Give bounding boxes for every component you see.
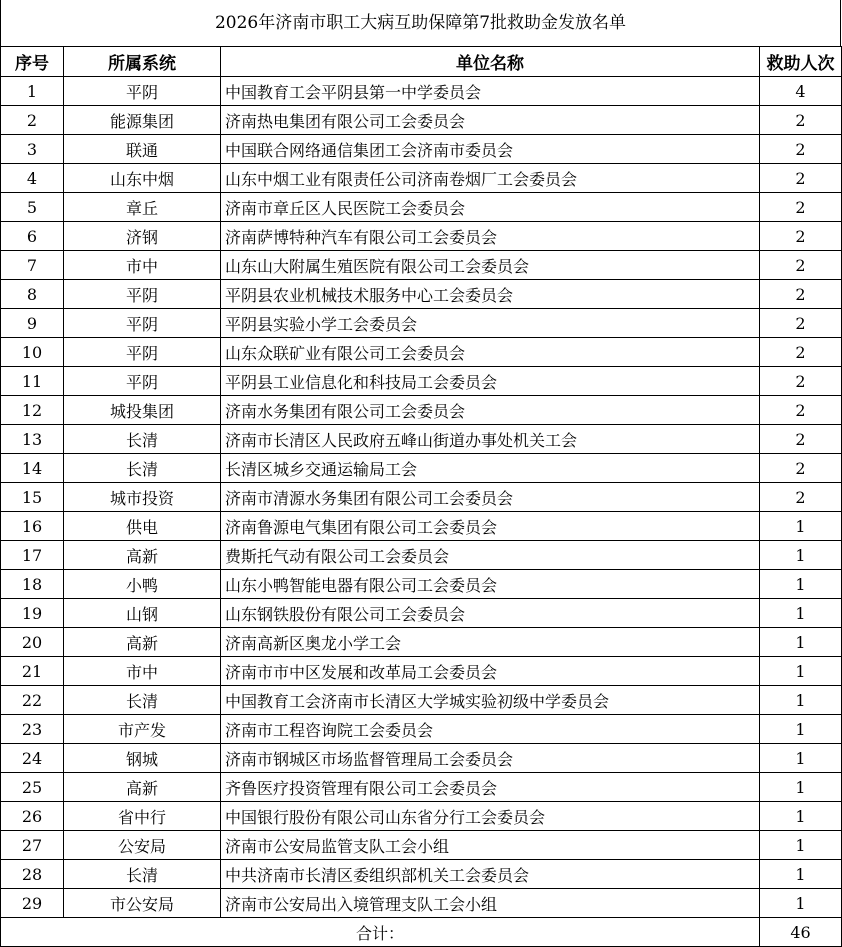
cell-system: 长清 — [64, 425, 221, 454]
table-row — [1, 454, 842, 483]
cell-seq: 4 — [1, 164, 64, 193]
cell-system: 平阴 — [64, 338, 221, 367]
cell-count: 1 — [760, 686, 842, 715]
table-row — [1, 483, 842, 512]
cell-count: 1 — [760, 889, 842, 918]
cell-unit: 济南市长清区人民政府五峰山街道办事处机关工会 — [221, 425, 760, 454]
table-row — [1, 541, 842, 570]
cell-seq: 19 — [1, 599, 64, 628]
cell-count: 1 — [760, 831, 842, 860]
cell-seq: 13 — [1, 425, 64, 454]
cell-seq: 23 — [1, 715, 64, 744]
table-row — [1, 715, 842, 744]
cell-unit: 济南市公安局出入境管理支队工会小组 — [221, 889, 760, 918]
cell-count: 2 — [760, 251, 842, 280]
cell-count: 2 — [760, 425, 842, 454]
cell-count: 1 — [760, 599, 842, 628]
cell-unit: 平阴县实验小学工会委员会 — [221, 309, 760, 338]
cell-count: 2 — [760, 135, 842, 164]
cell-count: 1 — [760, 512, 842, 541]
cell-seq: 14 — [1, 454, 64, 483]
cell-system: 长清 — [64, 860, 221, 889]
cell-seq: 20 — [1, 628, 64, 657]
cell-count: 2 — [760, 193, 842, 222]
cell-seq: 8 — [1, 280, 64, 309]
cell-seq: 7 — [1, 251, 64, 280]
table-row — [1, 164, 842, 193]
cell-seq: 11 — [1, 367, 64, 396]
cell-unit: 中国教育工会济南市长清区大学城实验初级中学委员会 — [221, 686, 760, 715]
cell-system: 济钢 — [64, 222, 221, 251]
table-row — [1, 889, 842, 918]
table-row — [1, 512, 842, 541]
cell-system: 平阴 — [64, 309, 221, 338]
cell-system: 平阴 — [64, 280, 221, 309]
table-row — [1, 338, 842, 367]
cell-unit: 济南市清源水务集团有限公司工会委员会 — [221, 483, 760, 512]
cell-system: 山钢 — [64, 599, 221, 628]
cell-system: 省中行 — [64, 802, 221, 831]
cell-unit: 长清区城乡交通运输局工会 — [221, 454, 760, 483]
total-value: 46 — [760, 918, 842, 947]
table-row — [1, 686, 842, 715]
cell-system: 城市投资 — [64, 483, 221, 512]
table-row — [1, 773, 842, 802]
cell-system: 高新 — [64, 541, 221, 570]
cell-unit: 山东小鸭智能电器有限公司工会委员会 — [221, 570, 760, 599]
total-row — [1, 918, 842, 947]
cell-seq: 1 — [1, 77, 64, 106]
cell-seq: 9 — [1, 309, 64, 338]
table-row — [1, 744, 842, 773]
cell-unit: 济南市市中区发展和改革局工会委员会 — [221, 657, 760, 686]
cell-unit: 济南鲁源电气集团有限公司工会委员会 — [221, 512, 760, 541]
table-row — [1, 309, 842, 338]
cell-unit: 费斯托气动有限公司工会委员会 — [221, 541, 760, 570]
cell-unit: 中国联合网络通信集团工会济南市委员会 — [221, 135, 760, 164]
cell-seq: 28 — [1, 860, 64, 889]
table-row — [1, 425, 842, 454]
cell-unit: 齐鲁医疗投资管理有限公司工会委员会 — [221, 773, 760, 802]
table-row — [1, 628, 842, 657]
cell-seq: 29 — [1, 889, 64, 918]
cell-system: 城投集团 — [64, 396, 221, 425]
cell-seq: 6 — [1, 222, 64, 251]
cell-seq: 16 — [1, 512, 64, 541]
cell-unit: 济南市钢城区市场监督管理局工会委员会 — [221, 744, 760, 773]
cell-seq: 27 — [1, 831, 64, 860]
cell-seq: 22 — [1, 686, 64, 715]
cell-seq: 3 — [1, 135, 64, 164]
cell-unit: 济南市工程咨询院工会委员会 — [221, 715, 760, 744]
cell-unit: 济南市公安局监管支队工会小组 — [221, 831, 760, 860]
cell-count: 2 — [760, 338, 842, 367]
cell-count: 1 — [760, 541, 842, 570]
cell-system: 小鸭 — [64, 570, 221, 599]
cell-system: 供电 — [64, 512, 221, 541]
table-row — [1, 802, 842, 831]
cell-count: 2 — [760, 164, 842, 193]
table-row — [1, 280, 842, 309]
cell-count: 2 — [760, 106, 842, 135]
cell-count: 2 — [760, 222, 842, 251]
cell-seq: 21 — [1, 657, 64, 686]
aid-list-table — [0, 46, 842, 947]
cell-seq: 26 — [1, 802, 64, 831]
cell-system: 市中 — [64, 251, 221, 280]
cell-system: 高新 — [64, 773, 221, 802]
cell-seq: 17 — [1, 541, 64, 570]
cell-seq: 18 — [1, 570, 64, 599]
cell-system: 能源集团 — [64, 106, 221, 135]
document-title: 2026年济南市职工大病互助保障第7批救助金发放名单 — [0, 0, 841, 46]
cell-system: 联通 — [64, 135, 221, 164]
cell-unit: 济南市章丘区人民医院工会委员会 — [221, 193, 760, 222]
cell-unit: 平阴县工业信息化和科技局工会委员会 — [221, 367, 760, 396]
table-row — [1, 251, 842, 280]
cell-count: 1 — [760, 628, 842, 657]
cell-seq: 15 — [1, 483, 64, 512]
header-system: 所属系统 — [64, 47, 221, 77]
cell-count: 1 — [760, 570, 842, 599]
cell-system: 公安局 — [64, 831, 221, 860]
cell-system: 市产发 — [64, 715, 221, 744]
cell-unit: 济南热电集团有限公司工会委员会 — [221, 106, 760, 135]
cell-system: 山东中烟 — [64, 164, 221, 193]
cell-count: 2 — [760, 483, 842, 512]
cell-count: 2 — [760, 367, 842, 396]
cell-unit: 中国银行股份有限公司山东省分行工会委员会 — [221, 802, 760, 831]
cell-count: 1 — [760, 860, 842, 889]
table-row — [1, 77, 842, 106]
cell-unit: 中共济南市长清区委组织部机关工会委员会 — [221, 860, 760, 889]
cell-seq: 5 — [1, 193, 64, 222]
total-label: 合计： — [1, 918, 760, 947]
cell-seq: 25 — [1, 773, 64, 802]
cell-count: 1 — [760, 657, 842, 686]
cell-count: 2 — [760, 396, 842, 425]
cell-count: 1 — [760, 744, 842, 773]
table-row — [1, 657, 842, 686]
cell-system: 平阴 — [64, 367, 221, 396]
cell-unit: 山东众联矿业有限公司工会委员会 — [221, 338, 760, 367]
header-unit: 单位名称 — [221, 47, 760, 77]
cell-unit: 济南水务集团有限公司工会委员会 — [221, 396, 760, 425]
table-row — [1, 570, 842, 599]
table-row — [1, 193, 842, 222]
cell-count: 1 — [760, 773, 842, 802]
cell-count: 1 — [760, 802, 842, 831]
cell-system: 章丘 — [64, 193, 221, 222]
cell-system: 市中 — [64, 657, 221, 686]
cell-unit: 济南萨博特种汽车有限公司工会委员会 — [221, 222, 760, 251]
table-row — [1, 396, 842, 425]
table-row — [1, 135, 842, 164]
cell-count: 2 — [760, 309, 842, 338]
table-row — [1, 106, 842, 135]
cell-count: 1 — [760, 715, 842, 744]
cell-count: 4 — [760, 77, 842, 106]
cell-system: 长清 — [64, 686, 221, 715]
header-seq: 序号 — [1, 47, 64, 77]
cell-unit: 中国教育工会平阴县第一中学委员会 — [221, 77, 760, 106]
table-row — [1, 599, 842, 628]
cell-unit: 济南高新区奥龙小学工会 — [221, 628, 760, 657]
cell-seq: 2 — [1, 106, 64, 135]
cell-seq: 10 — [1, 338, 64, 367]
cell-system: 长清 — [64, 454, 221, 483]
cell-system: 钢城 — [64, 744, 221, 773]
cell-count: 2 — [760, 454, 842, 483]
cell-unit: 山东中烟工业有限责任公司济南卷烟厂工会委员会 — [221, 164, 760, 193]
cell-seq: 24 — [1, 744, 64, 773]
cell-count: 2 — [760, 280, 842, 309]
cell-system: 高新 — [64, 628, 221, 657]
cell-unit: 山东钢铁股份有限公司工会委员会 — [221, 599, 760, 628]
cell-seq: 12 — [1, 396, 64, 425]
header-row — [1, 47, 842, 77]
cell-unit: 平阴县农业机械技术服务中心工会委员会 — [221, 280, 760, 309]
table-row — [1, 367, 842, 396]
cell-system: 市公安局 — [64, 889, 221, 918]
table-row — [1, 222, 842, 251]
cell-system: 平阴 — [64, 77, 221, 106]
header-count: 救助人次 — [760, 47, 842, 77]
table-row — [1, 860, 842, 889]
table-row — [1, 831, 842, 860]
cell-unit: 山东山大附属生殖医院有限公司工会委员会 — [221, 251, 760, 280]
